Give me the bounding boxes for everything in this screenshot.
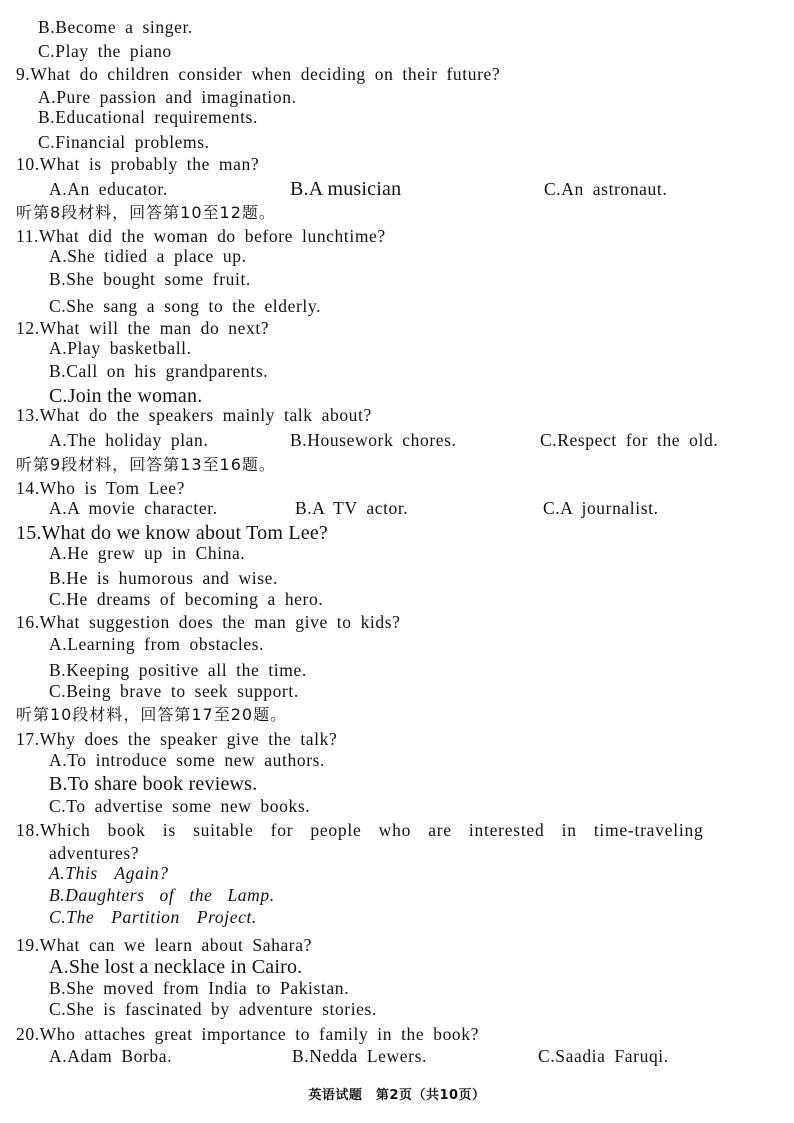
section-8-heading: 听第8段材料，回答第10至12题。: [16, 203, 276, 222]
q16-question: 16.What suggestion does the man give to kids?: [16, 612, 401, 632]
q10-option-b: B.A musician: [290, 178, 402, 200]
q14-option-b: B.A TV actor.: [295, 498, 409, 518]
q12-option-b: B.Call on his grandparents.: [49, 361, 269, 381]
q18-option-a: A.This Again?: [49, 863, 169, 883]
q12-option-a: A.Play basketball.: [49, 338, 192, 358]
q14-option-c: C.A journalist.: [543, 498, 659, 518]
q8-option-c: C.Play the piano: [38, 41, 172, 61]
q17-question: 17.Why does the speaker give the talk?: [16, 729, 338, 749]
q13-question: 13.What do the speakers mainly talk about?: [16, 405, 372, 425]
q18-option-b: B.Daughters of the Lamp.: [49, 885, 275, 905]
q14-question: 14.Who is Tom Lee?: [16, 478, 185, 498]
q14-option-a: A.A movie character.: [49, 498, 218, 518]
q20-question: 20.Who attaches great importance to family in the book?: [16, 1024, 479, 1044]
q11-option-a: A.She tidied a place up.: [49, 246, 247, 266]
q8-option-b: B.Become a singer.: [38, 17, 193, 37]
section-9-heading: 听第9段材料，回答第13至16题。: [16, 455, 276, 474]
q19-option-b: B.She moved from India to Pakistan.: [49, 978, 350, 998]
page-footer: 英语试题 第2页（共10页）: [308, 1088, 486, 1103]
q18-question-line2: adventures?: [49, 843, 140, 863]
q11-option-b: B.She bought some fruit.: [49, 269, 251, 289]
q20-option-c: C.Saadia Faruqi.: [538, 1046, 669, 1066]
q15-option-c: C.He dreams of becoming a hero.: [49, 589, 324, 609]
section-10-heading: 听第10段材料，回答第17至20题。: [16, 705, 288, 724]
q19-option-a: A.She lost a necklace in Cairo.: [49, 956, 303, 978]
q10-option-c: C.An astronaut.: [544, 179, 668, 199]
q16-option-b: B.Keeping positive all the time.: [49, 660, 307, 680]
q12-option-c: C.Join the woman.: [49, 385, 203, 407]
q10-question: 10.What is probably the man?: [16, 154, 260, 174]
q19-question: 19.What can we learn about Sahara?: [16, 935, 312, 955]
q15-option-a: A.He grew up in China.: [49, 543, 246, 563]
q16-option-c: C.Being brave to seek support.: [49, 681, 299, 701]
q13-option-a: A.The holiday plan.: [49, 430, 209, 450]
q16-option-a: A.Learning from obstacles.: [49, 634, 265, 654]
q13-option-c: C.Respect for the old.: [540, 430, 719, 450]
q11-option-c: C.She sang a song to the elderly.: [49, 296, 322, 316]
q9-option-a: A.Pure passion and imagination.: [38, 87, 297, 107]
q15-question: 15.What do we know about Tom Lee?: [16, 522, 328, 544]
q10-option-a: A.An educator.: [49, 179, 168, 199]
q15-option-b: B.He is humorous and wise.: [49, 568, 278, 588]
q18-option-c: C.The Partition Project.: [49, 907, 257, 927]
q9-question: 9.What do children consider when deciding on their future?: [16, 64, 501, 84]
q20-option-b: B.Nedda Lewers.: [292, 1046, 427, 1066]
q9-option-c: C.Financial problems.: [38, 132, 210, 152]
q20-option-a: A.Adam Borba.: [49, 1046, 173, 1066]
q19-option-c: C.She is fascinated by adventure stories.: [49, 999, 377, 1019]
q18-question-line1: 18.Which book is suitable for people who are interested in time-traveling: [16, 820, 704, 840]
q17-option-b: B.To share book reviews.: [49, 773, 258, 795]
q17-option-a: A.To introduce some new authors.: [49, 750, 326, 770]
q12-question: 12.What will the man do next?: [16, 318, 270, 338]
q11-question: 11.What did the woman do before lunchtime?: [16, 226, 386, 246]
q17-option-c: C.To advertise some new books.: [49, 796, 311, 816]
q13-option-b: B.Housework chores.: [290, 430, 457, 450]
q9-option-b: B.Educational requirements.: [38, 107, 258, 127]
